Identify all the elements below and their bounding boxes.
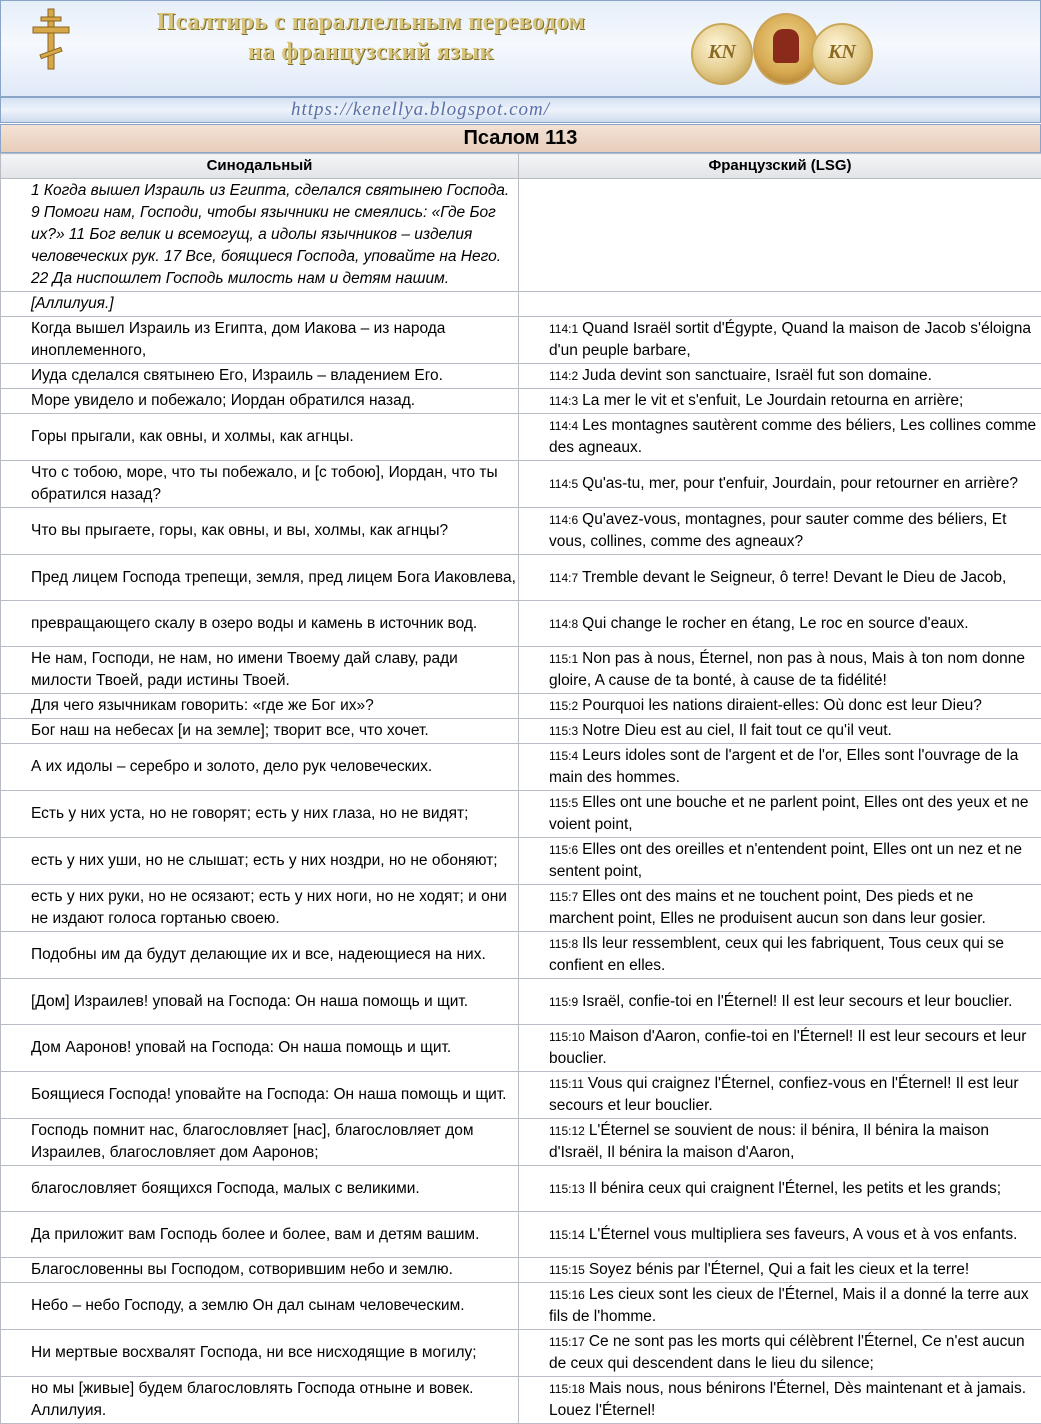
verse-ru: Бог наш на небесах [и на земле]; творит все, что хочет. xyxy=(1,719,519,744)
verse-reference: 114:4 xyxy=(549,419,578,433)
verse-fr xyxy=(519,932,1041,979)
verse-ru: Да приложит вам Господь более и более, вам и детям вашим. xyxy=(1,1212,519,1258)
verse-row xyxy=(1,1025,1041,1072)
verse-fr xyxy=(519,1025,1041,1072)
verse-fr xyxy=(519,719,1041,744)
verse-fr-text: Qu'avez-vous, montagnes, pour sauter comme des béliers, Et vous, collines, comme des agneaux? xyxy=(549,511,1006,550)
verse-reference: 115:9 xyxy=(549,995,578,1009)
verse-fr-text: Non pas à nous, Éternel, non pas à nous, Mais à ton nom donne gloire, A cause de ta bonté, à cause de ta fidélité! xyxy=(549,650,1025,689)
verse-ru: Море увидело и побежало; Иордан обратился назад. xyxy=(1,389,519,414)
verse-ru: но мы [живые] будем благословлять Господа отныне и вовек. Аллилуия. xyxy=(1,1377,519,1424)
verse-fr xyxy=(519,1119,1041,1166)
verse-row xyxy=(1,555,1041,601)
verse-ru: Что с тобою, море, что ты побежало, и [с тобою], Иордан, что ты обратился назад? xyxy=(1,461,519,508)
verse-ru: благословляет боящихся Господа, малых с великими. xyxy=(1,1166,519,1212)
column-header-french: Французский (LSG) xyxy=(519,154,1041,179)
verse-ru: превращающего скалу в озеро воды и камень в источник вод. xyxy=(1,601,519,647)
verse-fr-text: Les montagnes sautèrent comme des béliers, Les collines comme des agneaux. xyxy=(549,417,1036,456)
verse-fr xyxy=(519,791,1041,838)
verse-fr xyxy=(519,1212,1041,1258)
verse-fr xyxy=(519,508,1041,555)
verse-ru: Боящиеся Господа! уповайте на Господа: Он наша помощь и щит. xyxy=(1,1072,519,1119)
verse-row xyxy=(1,461,1041,508)
verse-reference: 114:8 xyxy=(549,617,578,631)
verse-fr xyxy=(519,1330,1041,1377)
verse-fr-text: Qui change le rocher en étang, Le roc en source d'eaux. xyxy=(582,615,968,632)
verse-fr xyxy=(519,461,1041,508)
verse-fr xyxy=(519,601,1041,647)
psalm-summary: 1 Когда вышел Израиль из Египта, сделался святынею Господа. 9 Помоги нам, Господи, чтобы язычники не смеялись: «Где Бог их?» 11 Бог велик и всемогущ, а идолы язычников – изделия человеческих рук. 17 Все, боящиеся Господа, уповайте на Него. 22 Да ниспошлет Господь милость нам и детям нашим. xyxy=(1,179,519,292)
verse-reference: 115:1 xyxy=(549,652,578,666)
verse-fr-text: Elles ont des mains et ne touchent point, Des pieds et ne marchent point, Elles ne produisent aucun son dans leur gosier. xyxy=(549,888,986,927)
verse-ru: Не нам, Господи, не нам, но имени Твоему дай славу, ради милости Твоей, ради истины Твоей. xyxy=(1,647,519,694)
verse-ru: Пред лицем Господа трепещи, земля, пред лицем Бога Иаковлева, xyxy=(1,555,519,601)
psalm-table xyxy=(0,153,1041,1424)
verse-row xyxy=(1,1330,1041,1377)
site-title xyxy=(91,7,651,67)
verse-fr-text: Elles ont une bouche et ne parlent point, Elles ont des yeux et ne voient point, xyxy=(549,794,1029,833)
verse-row xyxy=(1,647,1041,694)
verse-reference: 115:6 xyxy=(549,843,578,857)
verse-reference: 115:11 xyxy=(549,1077,584,1091)
verse-fr-text: La mer le vit et s'enfuit, Le Jourdain retourna en arrière; xyxy=(582,392,963,409)
verse-row xyxy=(1,1119,1041,1166)
verse-reference: 115:2 xyxy=(549,699,578,713)
alleluia-text: [Аллилуия.] xyxy=(1,292,519,317)
verse-fr xyxy=(519,414,1041,461)
verse-reference: 114:7 xyxy=(549,571,578,585)
verse-fr-text: Les cieux sont les cieux de l'Éternel, Mais il a donné la terre aux fils de l'homme. xyxy=(549,1286,1029,1325)
verse-reference: 114:2 xyxy=(549,369,578,383)
verse-row xyxy=(1,1258,1041,1283)
empty-cell xyxy=(519,292,1041,317)
verse-fr xyxy=(519,1258,1041,1283)
verse-ru: А их идолы – серебро и золото, дело рук человеческих. xyxy=(1,744,519,791)
verse-reference: 115:13 xyxy=(549,1182,585,1196)
verse-fr-text: Pourquoi les nations diraient-elles: Où donc est leur Dieu? xyxy=(582,697,982,714)
verse-row xyxy=(1,389,1041,414)
alleluia-row xyxy=(1,292,1041,317)
column-header-row xyxy=(1,154,1041,179)
verse-row xyxy=(1,1166,1041,1212)
verse-fr xyxy=(519,885,1041,932)
verse-fr-text: L'Éternel se souvient de nous: il bénira, Il bénira la maison d'Israël, Il bénira la maison d'Aaron, xyxy=(549,1122,989,1161)
verse-row xyxy=(1,1072,1041,1119)
verse-row xyxy=(1,791,1041,838)
verse-row xyxy=(1,1377,1041,1424)
verse-row xyxy=(1,719,1041,744)
verse-fr-text: L'Éternel vous multipliera ses faveurs, A vous et à vos enfants. xyxy=(589,1226,1018,1243)
verse-fr xyxy=(519,1072,1041,1119)
column-header-synodal: Синодальный xyxy=(1,154,519,179)
verse-ru: Когда вышел Израиль из Египта, дом Иакова – из народа иноплеменного, xyxy=(1,317,519,364)
verse-row xyxy=(1,414,1041,461)
verse-fr xyxy=(519,647,1041,694)
verse-reference: 115:12 xyxy=(549,1124,585,1138)
verse-reference: 115:14 xyxy=(549,1228,585,1242)
verse-fr-text: Maison d'Aaron, confie-toi en l'Éternel! Il est leur secours et leur bouclier. xyxy=(549,1028,1026,1067)
intro-row xyxy=(1,179,1041,292)
verse-row xyxy=(1,932,1041,979)
verse-row xyxy=(1,601,1041,647)
verse-fr xyxy=(519,1283,1041,1330)
verse-ru: [Дом] Израилев! уповай на Господа: Он наша помощь и щит. xyxy=(1,979,519,1025)
verse-ru: Для чего язычникам говорить: «где же Бог их»? xyxy=(1,694,519,719)
verse-row xyxy=(1,694,1041,719)
verse-fr xyxy=(519,555,1041,601)
verse-fr-text: Vous qui craignez l'Éternel, confiez-vous en l'Éternel! Il est leur secours et leur bouclier. xyxy=(549,1075,1019,1114)
verse-reference: 115:5 xyxy=(549,796,578,810)
icon-image xyxy=(773,29,799,63)
verse-fr-text: Qu'as-tu, mer, pour t'enfuir, Jourdain, pour retourner en arrière? xyxy=(582,475,1018,492)
verse-fr xyxy=(519,389,1041,414)
verse-ru: Есть у них уста, но не говорят; есть у них глаза, но не видят; xyxy=(1,791,519,838)
verse-ru: Благословенны вы Господом, сотворившим небо и землю. xyxy=(1,1258,519,1283)
verse-ru: Подобны им да будут делающие их и все, надеющиеся на них. xyxy=(1,932,519,979)
site-title-line1: Псалтирь с параллельным переводом xyxy=(91,7,651,37)
verse-ru: Дом Ааронов! уповай на Господа: Он наша помощь и щит. xyxy=(1,1025,519,1072)
verse-fr xyxy=(519,694,1041,719)
verse-row xyxy=(1,885,1041,932)
verse-fr-text: Il bénira ceux qui craignent l'Éternel, les petits et les grands; xyxy=(589,1180,1001,1197)
verse-reference: 115:17 xyxy=(549,1335,585,1349)
icon-medallion xyxy=(753,13,819,85)
verse-reference: 115:3 xyxy=(549,724,578,738)
verse-fr-text: Notre Dieu est au ciel, Il fait tout ce qu'il veut. xyxy=(582,722,892,739)
verse-fr xyxy=(519,1377,1041,1424)
verse-reference: 115:15 xyxy=(549,1263,585,1277)
verse-fr-text: Quand Israël sortit d'Égypte, Quand la maison de Jacob s'éloigna d'un peuple barbare, xyxy=(549,320,1031,359)
verse-row xyxy=(1,1283,1041,1330)
verse-row xyxy=(1,364,1041,389)
verse-fr-text: Soyez bénis par l'Éternel, Qui a fait les cieux et la terre! xyxy=(589,1261,969,1278)
verse-row xyxy=(1,1212,1041,1258)
kn-logo-left: KN xyxy=(691,23,753,85)
verse-row xyxy=(1,744,1041,791)
verse-fr-text: Ce ne sont pas les morts qui célèbrent l'Éternel, Ce n'est aucun de ceux qui descendent dans le lieu du silence; xyxy=(549,1333,1025,1372)
verse-reference: 114:6 xyxy=(549,513,578,527)
blog-url-link[interactable]: https://kenellya.blogspot.com/ xyxy=(291,99,550,121)
verse-reference: 115:4 xyxy=(549,749,578,763)
verse-ru: Небо – небо Господу, а землю Он дал сынам человеческим. xyxy=(1,1283,519,1330)
verse-row xyxy=(1,838,1041,885)
verse-ru: Господь помнит нас, благословляет [нас], благословляет дом Израилев, благословляет дом Ааронов; xyxy=(1,1119,519,1166)
verse-reference: 115:7 xyxy=(549,890,578,904)
verse-row xyxy=(1,508,1041,555)
site-title-line2: на французский язык xyxy=(91,37,651,67)
verse-reference: 115:8 xyxy=(549,937,578,951)
verse-fr xyxy=(519,979,1041,1025)
kn-logo-right: KN xyxy=(811,23,873,85)
verse-ru: Горы прыгали, как овны, и холмы, как агнцы. xyxy=(1,414,519,461)
url-bar xyxy=(0,97,1041,123)
verse-row xyxy=(1,317,1041,364)
verse-reference: 115:16 xyxy=(549,1288,585,1302)
verse-ru: Иуда сделался святынею Его, Израиль – владением Его. xyxy=(1,364,519,389)
verse-fr-text: Mais nous, nous bénirons l'Éternel, Dès maintenant et à jamais. Louez l'Éternel! xyxy=(549,1380,1026,1419)
verse-fr xyxy=(519,1166,1041,1212)
verse-fr-text: Israël, confie-toi en l'Éternel! Il est leur secours et leur bouclier. xyxy=(582,993,1012,1010)
psalm-title: Псалом 113 xyxy=(0,124,1041,153)
verse-row xyxy=(1,979,1041,1025)
verse-ru: есть у них уши, но не слышат; есть у них ноздри, но не обоняют; xyxy=(1,838,519,885)
verse-reference: 114:1 xyxy=(549,322,578,336)
verse-reference: 115:10 xyxy=(549,1030,585,1044)
verse-fr xyxy=(519,744,1041,791)
orthodox-cross-icon xyxy=(31,7,71,71)
verse-fr-text: Leurs idoles sont de l'argent et de l'or, Elles sont l'ouvrage de la main des hommes. xyxy=(549,747,1018,786)
verse-fr xyxy=(519,364,1041,389)
verse-fr-text: Ils leur ressemblent, ceux qui les fabriquent, Tous ceux qui se confient en elles. xyxy=(549,935,1004,974)
verse-ru: есть у них руки, но не осязают; есть у них ноги, но не ходят; и они не издают голоса гортанью своею. xyxy=(1,885,519,932)
header-banner xyxy=(0,0,1041,97)
verse-fr-text: Juda devint son sanctuaire, Israël fut son domaine. xyxy=(582,367,932,384)
verse-fr xyxy=(519,317,1041,364)
verse-reference: 114:5 xyxy=(549,477,578,491)
verse-fr xyxy=(519,838,1041,885)
verse-fr-text: Tremble devant le Seigneur, ô terre! Devant le Dieu de Jacob, xyxy=(582,569,1006,586)
empty-cell xyxy=(519,179,1041,292)
verse-fr-text: Elles ont des oreilles et n'entendent point, Elles ont un nez et ne sentent point, xyxy=(549,841,1022,880)
verse-ru: Что вы прыгаете, горы, как овны, и вы, холмы, как агнцы? xyxy=(1,508,519,555)
verse-reference: 114:3 xyxy=(549,394,578,408)
verse-ru: Ни мертвые восхвалят Господа, ни все нисходящие в могилу; xyxy=(1,1330,519,1377)
verse-reference: 115:18 xyxy=(549,1382,585,1396)
